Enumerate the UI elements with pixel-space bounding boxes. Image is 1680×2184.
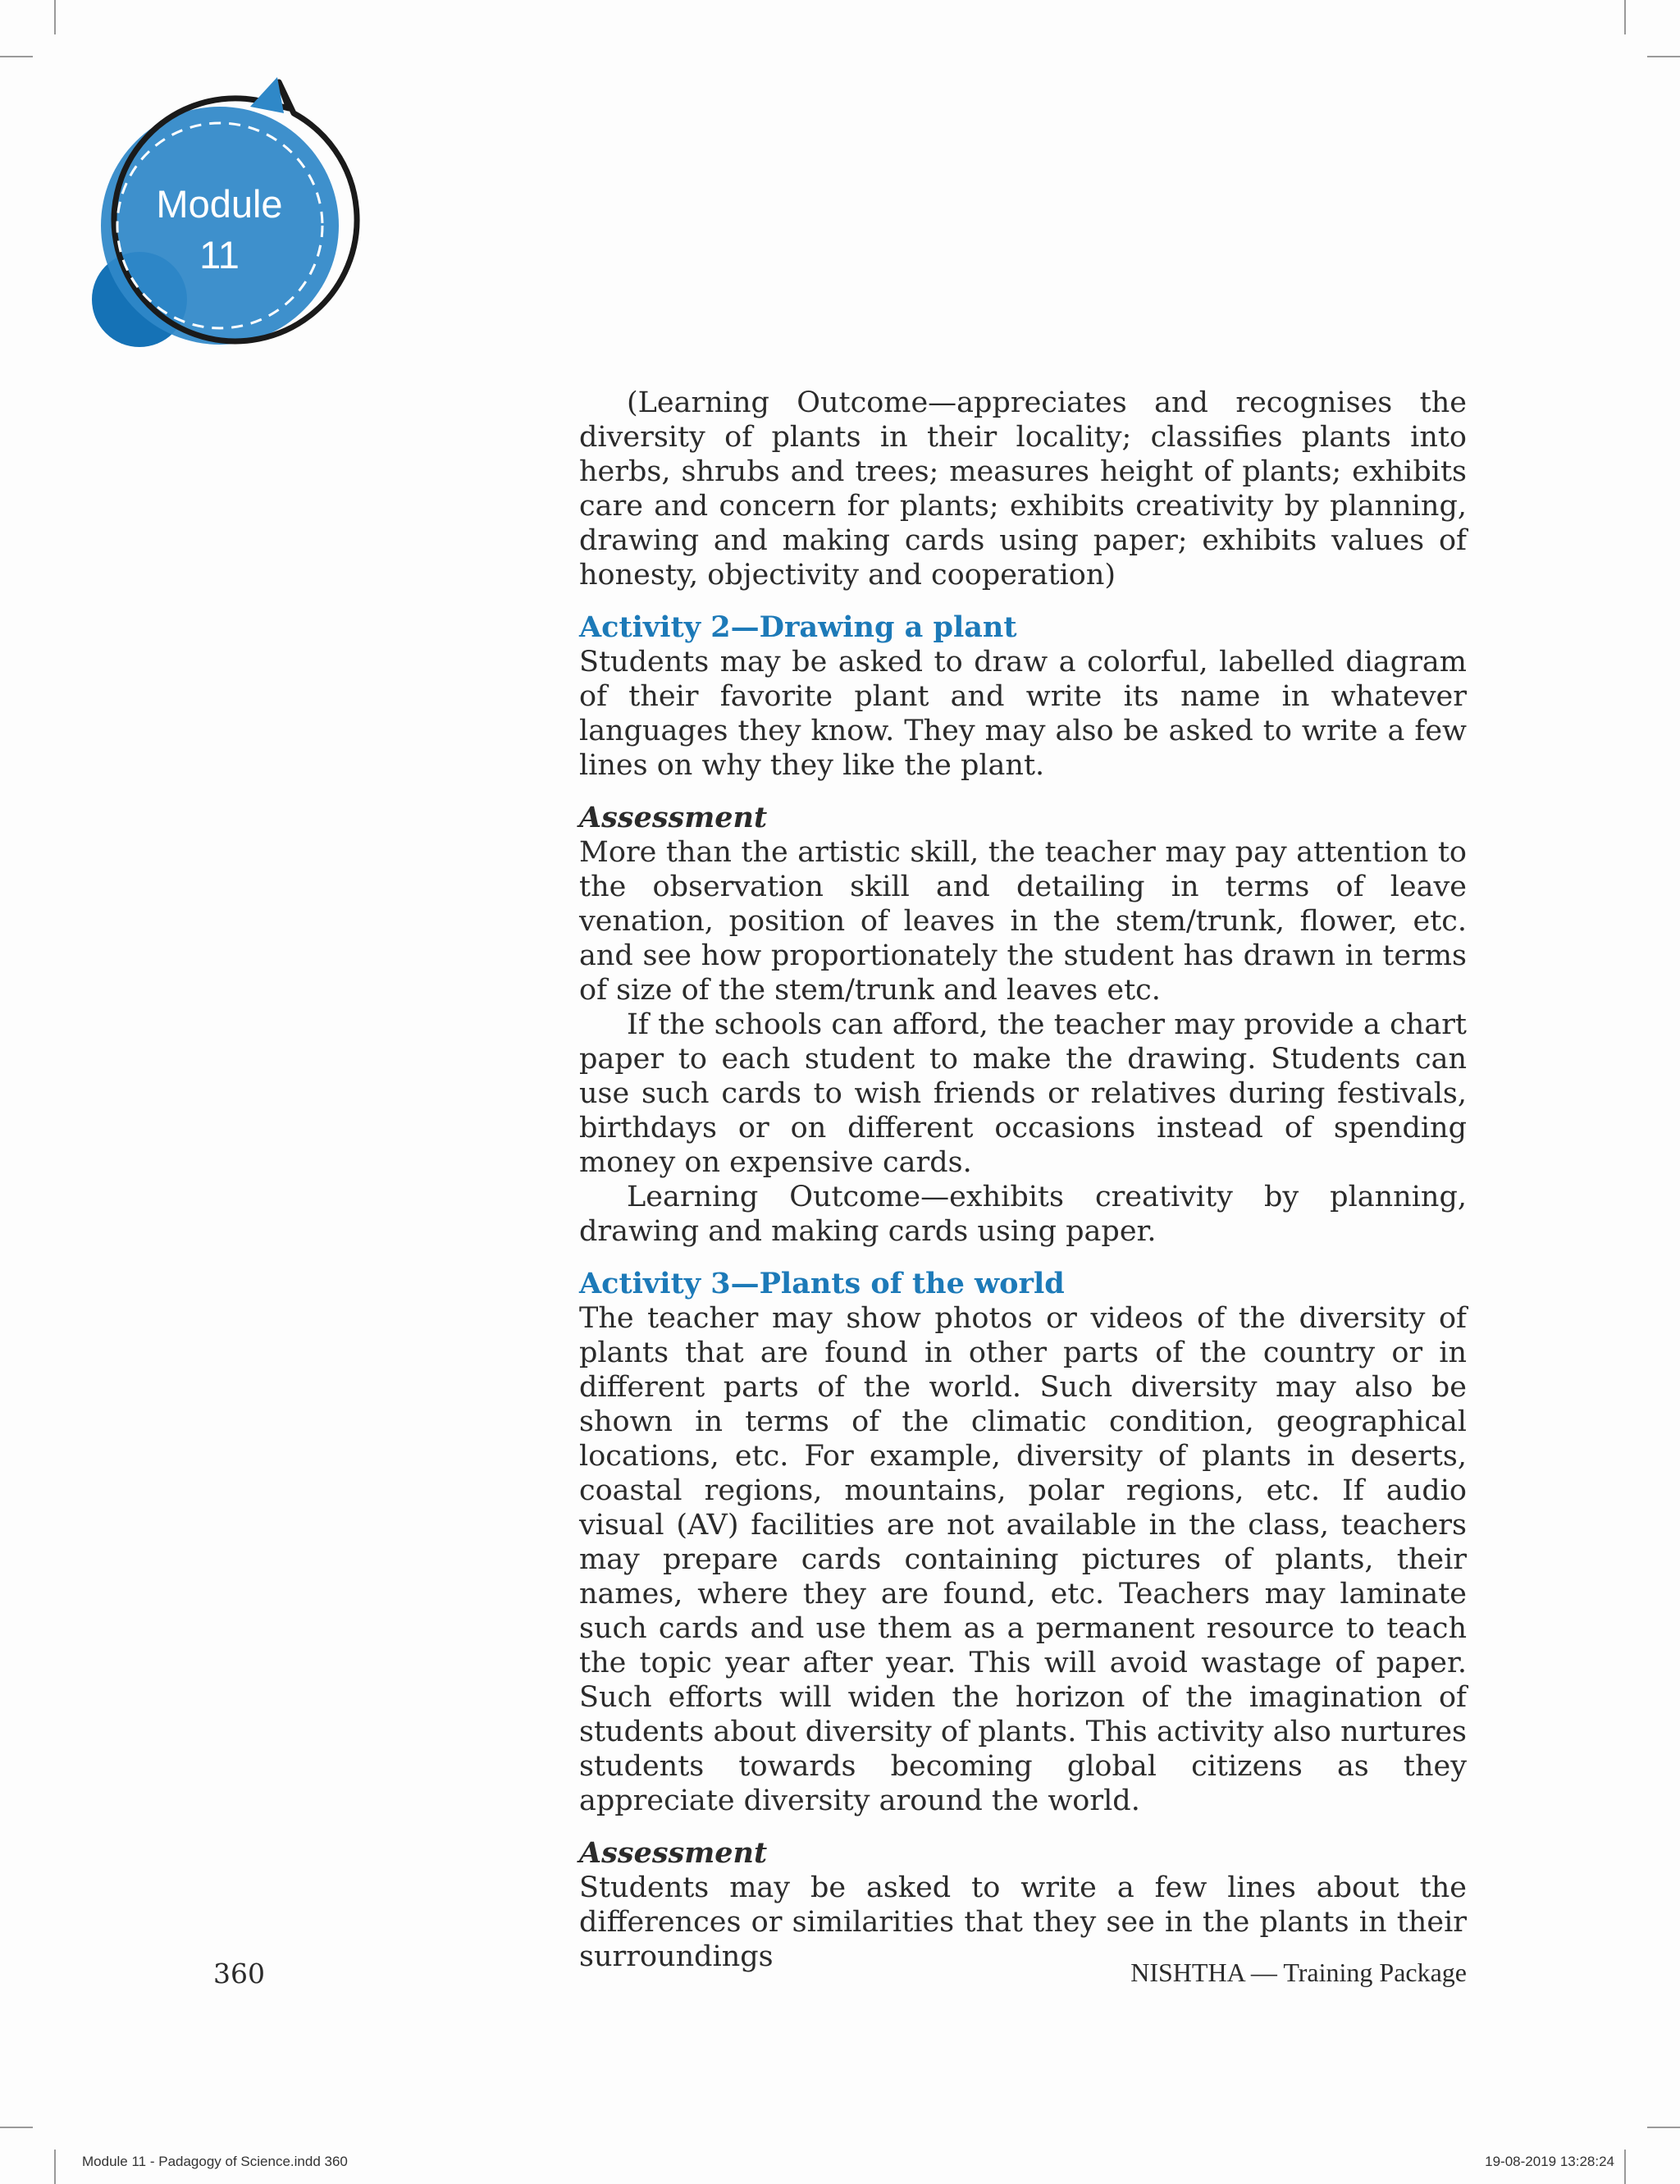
module-number: 11: [199, 233, 240, 276]
assessment-paragraph-2: Students may be asked to write a few lines about the differences or similarities that they see in the plants in their surroundings: [579, 1871, 1467, 1973]
crop-mark: [0, 56, 33, 57]
activity-3-heading: Activity 3—Plants of the world: [579, 1267, 1065, 1300]
slug-timestamp: 19-08-2019 13:28:24: [1485, 2154, 1614, 2169]
crop-mark: [54, 0, 56, 34]
slug-filename: Module 11 - Padagogy of Science.indd 360: [82, 2154, 348, 2169]
learning-outcome-paragraph: (Learning Outcome—appreciates and recognises the diversity of plants in their locality; classifies plants into herbs, shrubs and trees; measures height of plants; exhibits care and concern for plants; exhibits creativity by planning, drawing and making cards using paper; exhibits values of honesty, objectivity and cooperation): [579, 386, 1467, 592]
page-number: 360: [213, 1958, 265, 1990]
activity-2-heading: Activity 2—Drawing a plant: [579, 610, 1017, 644]
assessment-heading-2: Assessment: [579, 1836, 768, 1870]
running-footer-title: NISHTHA — Training Package: [1130, 1958, 1467, 1987]
module-badge-label: [107, 179, 332, 281]
activity-3-paragraph: The teacher may show photos or videos of the diversity of plants that are found in other parts of the country or in different parts of the world. Such diversity may also be shown in terms of the climatic condition, geographical locations, etc. For example, diversity of plants in deserts, coastal regions, mountains, polar regions, etc. If audio visual (AV) facilities are not available in the class, teachers may prepare cards containing pictures of plants, their names, where they are found, etc. Teachers may laminate such cards and use them as a permanent resource to teach the topic year after year. This will avoid wastage of paper. Such efforts will widen the horizon of the imagination of students about diversity of plants. This activity also nurtures students towards becoming global citizens as they appreciate diversity around the world.: [579, 1302, 1467, 1817]
chart-paper-paragraph: If the schools can afford, the teacher may provide a chart paper to each student to make the drawing. Students can use such cards to wish friends or relatives during festivals, birthdays or on different occasions instead of spending money on expensive cards.: [579, 1008, 1467, 1179]
crop-mark: [54, 2150, 56, 2184]
assessment-paragraph: More than the artistic skill, the teacher may pay attention to the observation skill and detailing in terms of leave venation, position of leaves in the stem/trunk, flower, etc. and see how proportionately the student has drawn in terms of size of the stem/trunk and leaves etc.: [579, 836, 1467, 1007]
learning-outcome-cards: Learning Outcome—exhibits creativity by planning, drawing and making cards using paper.: [579, 1181, 1467, 1248]
module-label: Module: [156, 182, 283, 226]
crop-mark: [0, 2127, 33, 2128]
assessment-heading: Assessment: [579, 801, 768, 834]
crop-mark: [1624, 2150, 1626, 2184]
crop-mark: [1647, 2127, 1680, 2128]
activity-2-paragraph: Students may be asked to draw a colorful, labelled diagram of their favorite plant and write its name in whatever languages they know. They may also be asked to write a few lines on why they like the plant.: [579, 646, 1467, 782]
main-content: [579, 386, 1467, 1974]
crop-mark: [1647, 56, 1680, 57]
crop-mark: [1624, 0, 1626, 34]
